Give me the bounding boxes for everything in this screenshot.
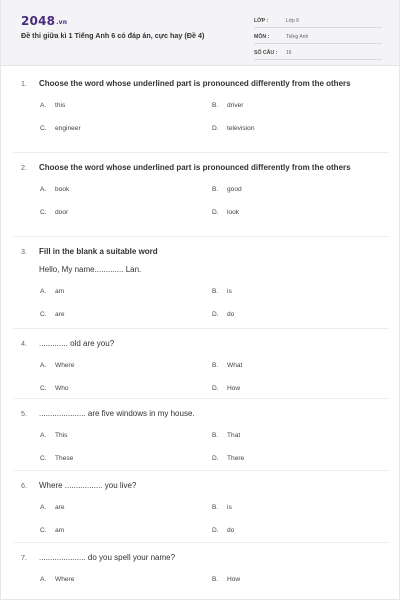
option-text: driver: [227, 102, 244, 109]
answer-option[interactable]: [212, 287, 362, 310]
question-3: [21, 246, 361, 333]
exam-title: Đề thi giữa kì 1 Tiếng Anh 6 có đáp án, cực hay (Đề 4): [21, 31, 205, 40]
question-divider: [13, 470, 389, 471]
option-letter: D.: [212, 455, 219, 462]
answer-option[interactable]: [212, 526, 362, 549]
answer-options: [40, 185, 361, 231]
option-letter: C.: [40, 311, 47, 318]
option-letter: B.: [212, 432, 219, 439]
answer-option[interactable]: [212, 101, 362, 124]
option-text: are: [55, 504, 65, 511]
question-number: 2.: [21, 163, 27, 172]
option-letter: A.: [40, 504, 47, 511]
meta-class-value: Lớp 6: [286, 17, 300, 24]
answer-option[interactable]: [212, 361, 362, 384]
option-letter: B.: [212, 504, 219, 511]
answer-option[interactable]: [212, 503, 362, 526]
question-number: 3.: [21, 247, 27, 256]
question-5: [21, 408, 361, 477]
question-text: Where ................. you live?: [39, 481, 137, 490]
option-letter: D.: [212, 527, 219, 534]
meta-count-label: SỐ CÂU :: [254, 49, 278, 56]
question-head: [21, 78, 361, 89]
answer-option[interactable]: [212, 384, 362, 407]
question-head: [21, 408, 361, 419]
question-number: 7.: [21, 553, 27, 562]
option-letter: A.: [40, 362, 47, 369]
option-text: This: [55, 432, 68, 439]
answer-option[interactable]: [212, 431, 362, 454]
option-text: television: [227, 125, 255, 132]
answer-options: [40, 361, 361, 407]
option-letter: B.: [212, 288, 219, 295]
answer-option[interactable]: [40, 454, 212, 477]
option-text: How: [227, 576, 241, 583]
question-text: Fill in the blank a suitable word: [39, 247, 158, 256]
option-letter: A.: [40, 102, 47, 109]
question-head: [21, 162, 361, 173]
option-text: am: [55, 527, 65, 534]
logo-main: 2048: [21, 14, 56, 28]
option-letter: C.: [40, 385, 47, 392]
meta-class-label: LỚP :: [254, 17, 269, 24]
meta-class: [254, 14, 382, 28]
answer-option[interactable]: [212, 124, 362, 147]
answer-option[interactable]: [40, 124, 212, 147]
question-divider: [13, 542, 389, 543]
answer-option[interactable]: [40, 361, 212, 384]
option-text: this: [55, 102, 66, 109]
option-text: book: [55, 186, 70, 193]
answer-options: [40, 575, 361, 598]
question-number: 6.: [21, 481, 27, 490]
question-1: [21, 78, 361, 147]
option-letter: C.: [40, 455, 47, 462]
option-letter: D.: [212, 311, 219, 318]
option-text: good: [227, 186, 242, 193]
answer-option[interactable]: [40, 503, 212, 526]
option-text: There: [227, 455, 245, 462]
option-letter: B.: [212, 186, 219, 193]
option-text: What: [227, 362, 243, 369]
answer-options: [40, 101, 361, 147]
meta-subject-value: Tiếng Anh: [286, 33, 309, 40]
question-text: ............. old are you?: [39, 339, 115, 348]
answer-option[interactable]: [212, 454, 362, 477]
answer-option[interactable]: [40, 185, 212, 208]
option-text: These: [55, 455, 74, 462]
option-text: door: [55, 209, 69, 216]
question-head: [21, 480, 361, 491]
option-text: do: [227, 311, 235, 318]
option-text: Who: [55, 385, 69, 392]
option-letter: D.: [212, 125, 219, 132]
option-text: Where: [55, 362, 75, 369]
option-text: am: [55, 288, 65, 295]
option-letter: B.: [212, 102, 219, 109]
answer-option[interactable]: [40, 101, 212, 124]
answer-option[interactable]: [40, 575, 212, 598]
question-7: [21, 552, 361, 598]
option-letter: A.: [40, 288, 47, 295]
option-letter: B.: [212, 362, 219, 369]
option-text: engineer: [55, 125, 81, 132]
question-6: [21, 480, 361, 549]
answer-option[interactable]: [212, 310, 362, 333]
answer-option[interactable]: [212, 208, 362, 231]
question-text: ..................... do you spell your name?: [39, 553, 176, 562]
meta-subject: [254, 30, 382, 44]
meta-count-value: 16: [286, 49, 292, 56]
option-letter: C.: [40, 527, 47, 534]
question-number: 5.: [21, 409, 27, 418]
option-text: are: [55, 311, 65, 318]
option-letter: B.: [212, 576, 219, 583]
question-prompt: Hello, My name............. Lan.: [39, 265, 142, 274]
question-text: Choose the word whose underlined part is pronounced differently from the others: [39, 163, 351, 172]
question-head: [21, 552, 361, 563]
option-letter: C.: [40, 209, 47, 216]
answer-option[interactable]: [40, 431, 212, 454]
meta-subject-label: MÔN :: [254, 33, 270, 40]
answer-option[interactable]: [40, 287, 212, 310]
question-number: 1.: [21, 79, 27, 88]
question-text: ..................... are five windows in my house.: [39, 409, 195, 418]
answer-option[interactable]: [40, 526, 212, 549]
option-letter: A.: [40, 576, 47, 583]
answer-option[interactable]: [40, 310, 212, 333]
answer-option[interactable]: [212, 575, 362, 598]
question-head: [21, 246, 361, 257]
logo-suffix: .vn: [56, 19, 68, 26]
option-text: Where: [55, 576, 75, 583]
answer-option[interactable]: [212, 185, 362, 208]
question-divider: [13, 152, 389, 153]
exam-header: [1, 0, 399, 66]
option-text: That: [227, 432, 241, 439]
answer-options: [40, 287, 361, 333]
option-text: look: [227, 209, 240, 216]
option-text: How: [227, 385, 241, 392]
option-letter: C.: [40, 125, 47, 132]
meta-count: [254, 46, 382, 60]
question-head: [21, 338, 361, 349]
answer-option[interactable]: [40, 208, 212, 231]
option-letter: D.: [212, 209, 219, 216]
question-divider: [13, 398, 389, 399]
site-logo[interactable]: [21, 14, 67, 28]
option-letter: A.: [40, 432, 47, 439]
option-text: do: [227, 527, 235, 534]
exam-meta: [254, 14, 382, 62]
option-text: is: [227, 504, 232, 511]
answer-option[interactable]: [40, 384, 212, 407]
question-number: 4.: [21, 339, 27, 348]
question-2: [21, 162, 361, 231]
option-text: is: [227, 288, 232, 295]
question-text: Choose the word whose underlined part is pronounced differently from the others: [39, 79, 351, 88]
question-divider: [13, 236, 389, 237]
question-4: [21, 338, 361, 407]
option-letter: A.: [40, 186, 47, 193]
question-divider: [13, 328, 389, 329]
option-letter: D.: [212, 385, 219, 392]
